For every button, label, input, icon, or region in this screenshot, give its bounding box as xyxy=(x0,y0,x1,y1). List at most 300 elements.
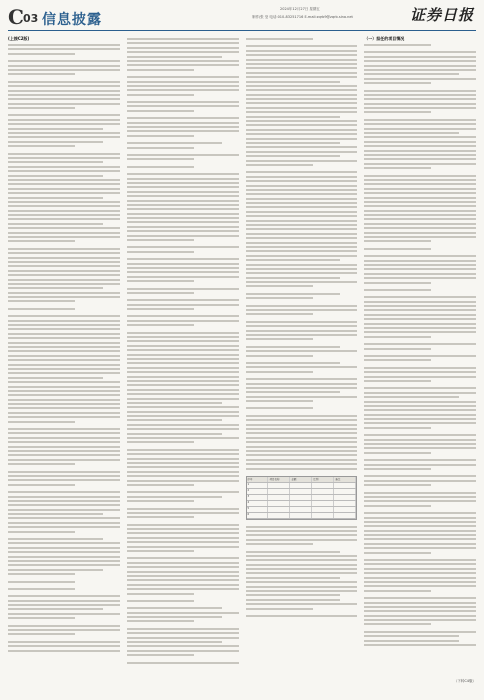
article-text xyxy=(246,526,358,617)
text-line xyxy=(8,569,103,571)
text-line xyxy=(246,268,358,270)
text-line xyxy=(364,392,476,394)
text-line xyxy=(364,107,476,109)
text-line xyxy=(8,364,120,366)
text-line xyxy=(8,44,120,46)
table-header-cell: 备注 xyxy=(334,477,356,482)
table-header-cell: 比例 xyxy=(312,477,334,482)
text-line xyxy=(127,398,239,400)
text-line xyxy=(127,367,239,369)
text-line xyxy=(8,223,103,225)
text-line xyxy=(127,419,222,421)
text-line xyxy=(246,63,358,65)
text-line xyxy=(127,94,194,96)
text-line xyxy=(246,463,358,465)
text-line xyxy=(127,135,194,137)
text-line xyxy=(127,56,222,58)
text-line xyxy=(8,65,120,67)
text-line xyxy=(127,393,239,395)
text-line xyxy=(364,248,431,250)
text-line xyxy=(246,120,358,122)
text-line xyxy=(127,415,239,417)
text-line xyxy=(364,150,476,152)
text-line xyxy=(8,201,120,203)
header-rule xyxy=(8,30,476,31)
text-line xyxy=(8,613,120,615)
text-line xyxy=(246,72,358,74)
text-line xyxy=(8,214,120,216)
text-line xyxy=(246,281,358,283)
text-line xyxy=(364,538,476,540)
text-line xyxy=(127,130,239,132)
text-line xyxy=(364,568,476,570)
text-line xyxy=(364,597,476,599)
text-line xyxy=(246,255,358,257)
text-line xyxy=(8,416,120,418)
text-line xyxy=(127,496,222,498)
text-line xyxy=(127,340,239,342)
text-line xyxy=(364,268,476,270)
text-line xyxy=(364,459,476,461)
text-line xyxy=(246,129,358,131)
text-line xyxy=(8,192,120,194)
text-line xyxy=(246,581,358,583)
text-line xyxy=(364,484,431,486)
text-line xyxy=(8,205,120,207)
text-line xyxy=(127,453,239,455)
text-line xyxy=(127,584,239,586)
text-line xyxy=(246,334,358,336)
text-line xyxy=(364,371,476,373)
text-line xyxy=(246,407,313,409)
text-line xyxy=(8,522,120,524)
text-line xyxy=(8,581,75,583)
text-line xyxy=(246,185,358,187)
text-line xyxy=(127,158,194,160)
text-line xyxy=(364,128,476,130)
column-3 xyxy=(246,36,358,686)
table-cell xyxy=(268,501,290,506)
table-cell xyxy=(312,483,334,488)
text-line xyxy=(8,320,120,322)
text-line xyxy=(8,437,120,439)
text-line xyxy=(364,327,476,329)
text-line xyxy=(127,258,239,260)
text-line xyxy=(364,264,476,266)
text-line xyxy=(8,166,120,168)
text-line xyxy=(364,273,476,275)
text-line xyxy=(246,608,313,610)
text-line xyxy=(246,362,341,364)
text-line xyxy=(127,593,194,595)
text-line xyxy=(127,81,239,83)
text-line xyxy=(246,459,358,461)
text-line xyxy=(246,586,358,588)
text-line xyxy=(364,559,476,561)
text-line xyxy=(127,69,194,71)
text-line xyxy=(127,462,239,464)
text-line xyxy=(364,563,476,565)
text-line xyxy=(246,468,358,470)
text-line xyxy=(127,532,239,534)
text-line xyxy=(364,51,476,53)
text-line xyxy=(246,164,313,166)
text-line xyxy=(246,38,313,40)
text-line xyxy=(8,333,120,335)
text-line xyxy=(246,264,358,266)
text-line xyxy=(246,50,358,52)
text-line xyxy=(364,56,476,58)
column-heading: (上接C2版) xyxy=(8,36,30,41)
page-letter: C xyxy=(8,5,24,29)
text-line xyxy=(246,220,358,222)
text-line xyxy=(246,142,341,144)
text-line xyxy=(8,248,120,250)
text-line xyxy=(8,390,120,392)
text-line xyxy=(8,128,103,130)
continue-note: （下转C4版） xyxy=(453,679,476,683)
text-line xyxy=(8,324,120,326)
text-line xyxy=(364,610,476,612)
text-line xyxy=(127,402,222,404)
text-line xyxy=(8,517,120,519)
text-line xyxy=(8,377,103,379)
text-line xyxy=(246,211,358,213)
text-line xyxy=(364,240,431,242)
text-line xyxy=(127,246,239,248)
table-cell: 1 xyxy=(247,483,269,488)
text-line xyxy=(364,615,476,617)
text-line xyxy=(246,446,358,448)
text-line xyxy=(8,573,75,575)
text-line xyxy=(364,197,476,199)
text-line xyxy=(246,424,358,426)
text-line xyxy=(8,94,120,96)
text-line xyxy=(246,366,358,368)
text-line xyxy=(8,145,75,147)
text-line xyxy=(364,581,476,583)
text-line xyxy=(127,628,239,630)
text-line xyxy=(127,226,239,228)
text-line xyxy=(8,342,120,344)
text-line xyxy=(364,218,476,220)
page-number: 03 xyxy=(23,12,39,25)
text-line xyxy=(8,98,120,100)
table-cell xyxy=(290,483,312,488)
text-line xyxy=(246,202,358,204)
text-line xyxy=(127,251,194,253)
text-line xyxy=(364,179,476,181)
text-line xyxy=(127,292,194,294)
text-line xyxy=(364,192,476,194)
text-line xyxy=(364,367,476,369)
text-line xyxy=(127,110,194,112)
text-line xyxy=(127,471,239,473)
text-line xyxy=(246,81,341,83)
text-line xyxy=(364,205,476,207)
column-1 xyxy=(8,36,120,686)
text-line xyxy=(246,45,358,47)
text-line xyxy=(364,343,476,345)
text-line xyxy=(127,186,239,188)
text-line xyxy=(246,176,358,178)
text-line xyxy=(364,401,476,403)
text-line xyxy=(127,641,222,643)
text-line xyxy=(127,516,194,518)
text-line xyxy=(364,336,431,338)
text-line xyxy=(8,73,75,75)
article-text xyxy=(246,38,358,470)
text-line xyxy=(127,433,222,435)
text-line xyxy=(364,94,476,96)
text-line xyxy=(246,259,341,261)
text-line xyxy=(127,475,239,477)
text-line xyxy=(8,542,120,544)
table-cell xyxy=(312,507,334,512)
table-cell: 6 xyxy=(247,513,269,518)
text-line xyxy=(8,551,120,553)
text-line xyxy=(364,123,476,125)
text-line xyxy=(246,450,358,452)
text-line xyxy=(246,383,358,385)
text-line xyxy=(127,441,194,443)
text-line xyxy=(246,233,358,235)
text-line xyxy=(127,280,194,282)
page-header xyxy=(0,0,484,32)
text-line xyxy=(8,595,120,597)
text-line xyxy=(127,332,239,334)
text-line xyxy=(127,182,239,184)
table-cell xyxy=(268,507,290,512)
text-line xyxy=(8,513,103,515)
text-line xyxy=(127,324,194,326)
text-line xyxy=(364,602,476,604)
text-line xyxy=(364,119,476,121)
table-header-cell: 金额 xyxy=(290,477,312,482)
text-line xyxy=(364,348,431,350)
text-line xyxy=(364,552,431,554)
text-line xyxy=(8,227,120,229)
text-line xyxy=(364,111,431,113)
text-line xyxy=(364,255,476,257)
text-line xyxy=(127,147,194,149)
text-line xyxy=(127,466,239,468)
text-line xyxy=(8,69,120,71)
text-line xyxy=(127,620,194,622)
text-line xyxy=(364,427,431,429)
text-line xyxy=(246,151,358,153)
table-header-cell: 序号 xyxy=(247,477,269,482)
text-line xyxy=(8,53,75,55)
text-line xyxy=(364,376,476,378)
table-cell: 3 xyxy=(247,495,269,500)
text-line xyxy=(364,82,431,84)
text-line xyxy=(8,119,120,121)
text-line xyxy=(246,437,358,439)
text-line xyxy=(8,446,120,448)
text-line xyxy=(246,180,358,182)
text-line xyxy=(8,157,120,159)
text-line xyxy=(127,267,239,269)
text-line xyxy=(8,85,120,87)
text-line xyxy=(364,188,476,190)
text-line xyxy=(8,471,120,473)
text-line xyxy=(246,577,341,579)
text-line xyxy=(8,350,120,352)
table-cell xyxy=(290,507,312,512)
text-line xyxy=(127,105,239,107)
text-line xyxy=(364,405,476,407)
text-line xyxy=(8,287,103,289)
table-cell xyxy=(312,501,334,506)
text-line xyxy=(364,210,476,212)
text-line xyxy=(246,321,358,323)
text-line xyxy=(246,146,358,148)
text-line xyxy=(127,354,239,356)
text-line xyxy=(127,449,239,451)
text-line xyxy=(127,524,239,526)
text-line xyxy=(8,645,120,647)
text-line xyxy=(246,67,358,69)
text-line xyxy=(8,170,120,172)
text-line xyxy=(246,102,358,104)
text-line xyxy=(246,428,358,430)
text-line xyxy=(246,378,358,380)
text-line xyxy=(127,508,239,510)
text-line xyxy=(246,572,358,574)
table-cell xyxy=(290,501,312,506)
text-line xyxy=(8,500,120,502)
text-line xyxy=(8,315,120,317)
text-line xyxy=(246,107,358,109)
text-line xyxy=(246,454,358,456)
text-line xyxy=(364,422,476,424)
text-line xyxy=(8,564,120,566)
table-cell xyxy=(290,495,312,500)
text-line xyxy=(246,206,358,208)
text-line xyxy=(246,338,313,340)
text-line xyxy=(364,201,476,203)
text-line xyxy=(364,434,476,436)
text-line xyxy=(364,414,476,416)
text-line xyxy=(8,123,120,125)
text-line xyxy=(246,89,358,91)
text-line xyxy=(127,122,239,124)
text-line xyxy=(364,619,476,621)
text-line xyxy=(127,484,194,486)
text-line xyxy=(8,296,120,298)
text-line xyxy=(246,246,358,248)
text-line xyxy=(364,309,476,311)
text-line xyxy=(246,189,358,191)
text-line xyxy=(127,320,239,322)
text-line xyxy=(8,197,103,199)
dateline: 2024年12月27日 星期五 xyxy=(280,7,320,11)
text-line xyxy=(127,424,239,426)
text-line xyxy=(246,441,358,443)
text-line xyxy=(127,51,239,53)
text-line xyxy=(127,64,239,66)
article-text xyxy=(8,44,120,652)
text-line xyxy=(8,337,120,339)
text-line xyxy=(127,600,194,602)
text-line xyxy=(127,76,239,78)
text-line xyxy=(364,585,476,587)
text-line xyxy=(246,543,313,545)
text-line xyxy=(246,594,341,596)
text-line xyxy=(364,78,476,80)
table-cell xyxy=(268,483,290,488)
text-line xyxy=(364,443,476,445)
text-line xyxy=(8,421,75,423)
text-line xyxy=(127,117,239,119)
table-cell xyxy=(334,501,356,506)
text-line xyxy=(127,200,239,202)
text-line xyxy=(246,160,358,162)
text-line xyxy=(364,223,476,225)
text-line xyxy=(364,227,476,229)
text-line xyxy=(8,459,120,461)
text-line xyxy=(127,221,239,223)
text-line xyxy=(8,441,120,443)
text-line xyxy=(364,236,476,238)
text-line xyxy=(8,491,120,493)
text-line xyxy=(246,555,358,557)
text-line xyxy=(127,662,239,664)
text-line xyxy=(246,564,358,566)
text-line xyxy=(127,637,239,639)
text-line xyxy=(127,336,239,338)
table-cell xyxy=(334,483,356,488)
text-line xyxy=(246,387,358,389)
table-cell: 2 xyxy=(247,489,269,494)
text-line xyxy=(127,89,239,91)
text-line xyxy=(246,155,341,157)
text-line xyxy=(246,551,341,553)
text-line xyxy=(127,380,239,382)
text-line xyxy=(364,301,476,303)
text-line xyxy=(364,635,459,637)
table-cell xyxy=(334,489,356,494)
text-line xyxy=(364,167,431,169)
text-line xyxy=(8,617,75,619)
text-line xyxy=(364,69,476,71)
text-line xyxy=(8,240,75,242)
text-line xyxy=(127,562,239,564)
text-line xyxy=(364,132,459,134)
text-line xyxy=(8,641,120,643)
text-line xyxy=(127,437,239,439)
text-line xyxy=(364,480,476,482)
text-line xyxy=(127,358,239,360)
text-line xyxy=(8,210,120,212)
text-line xyxy=(127,47,239,49)
text-line xyxy=(246,98,358,100)
text-line xyxy=(364,141,476,143)
table-cell xyxy=(334,507,356,512)
text-line xyxy=(364,331,476,333)
text-line xyxy=(127,38,239,40)
text-line xyxy=(127,308,194,310)
text-line xyxy=(127,557,239,559)
text-line xyxy=(246,54,358,56)
text-line xyxy=(246,293,341,295)
text-line xyxy=(127,230,239,232)
text-line xyxy=(246,419,358,421)
text-line xyxy=(127,263,239,265)
text-line xyxy=(8,650,120,652)
text-line xyxy=(364,145,476,147)
